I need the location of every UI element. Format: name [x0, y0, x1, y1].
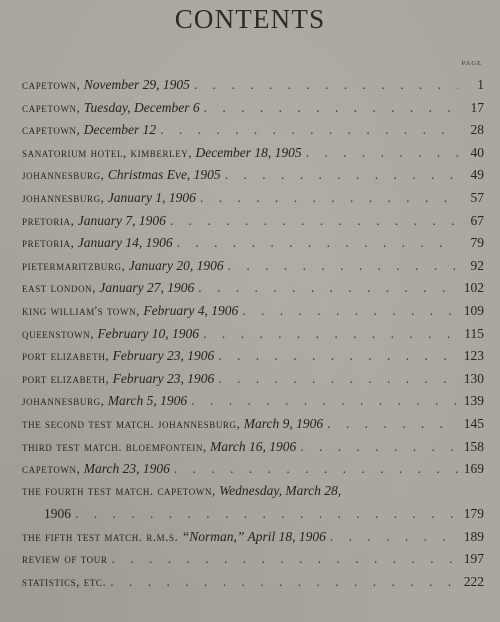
toc-entry[interactable]: [22, 210, 484, 233]
entry-date: March 5, 1906: [107, 393, 188, 409]
entry-date: March 9, 1906: [243, 415, 324, 431]
leader-dots: [177, 232, 458, 255]
entry-place: pretoria,: [22, 213, 75, 228]
entry-date: January 27, 1906: [99, 280, 195, 296]
entry-place: port elizabeth,: [22, 349, 110, 364]
entry-date: February 4, 1906: [143, 302, 239, 318]
entry-page-number: 139: [463, 393, 484, 409]
toc-entry-fourth-test[interactable]: [22, 481, 484, 501]
entry-page-number: 222: [463, 573, 484, 589]
entry-place: capetown,: [22, 78, 81, 92]
entry-page-number: 102: [463, 280, 484, 296]
entry-place: johannesburg,: [22, 394, 105, 409]
toc-entry[interactable]: [22, 187, 484, 210]
entry-date: Tuesday, December 6: [83, 99, 200, 115]
entry-page-number: 40: [470, 144, 484, 160]
entry-page-number: 67: [470, 212, 484, 228]
leader-dots: [170, 210, 458, 233]
leader-dots: [198, 277, 458, 300]
entry-date: January 14, 1906: [77, 235, 173, 251]
entry-page-number: 145: [463, 415, 484, 431]
toc-entry[interactable]: [22, 345, 484, 368]
leader-dots: [242, 300, 458, 323]
leader-dots: [204, 97, 458, 120]
entry-page-number: 79: [470, 235, 484, 251]
leader-dots: [111, 548, 458, 571]
entry-date: “Norman,” April 18, 1906: [181, 528, 326, 544]
leader-dots: [228, 255, 458, 278]
toc-entry[interactable]: [22, 232, 484, 255]
toc-entry-fifth-test[interactable]: [22, 526, 484, 549]
entry-page-number: 109: [463, 302, 484, 318]
entry-date: March 23, 1906: [83, 461, 170, 477]
entry-date: November 29, 1905: [83, 77, 190, 92]
entry-place: sanatorium hotel, kimberley,: [22, 145, 193, 160]
entry-page-number: 123: [463, 348, 484, 364]
entry-place: the fourth test match. capetown,: [22, 483, 216, 498]
leader-dots: [110, 571, 458, 594]
toc-entry-review[interactable]: [22, 548, 484, 571]
entry-place: pietermaritzburg,: [22, 258, 126, 273]
toc-entry[interactable]: [22, 458, 484, 481]
entry-place: capetown,: [22, 123, 81, 138]
leader-dots: [200, 187, 458, 210]
entry-date: Wednesday, March 28,: [219, 482, 342, 498]
leader-dots: [75, 501, 458, 526]
table-of-contents: [22, 74, 484, 593]
entry-page-number: 158: [463, 438, 484, 454]
toc-entry[interactable]: [22, 74, 484, 97]
toc-entry[interactable]: [22, 323, 484, 346]
entry-date: January 20, 1906: [128, 257, 224, 273]
entry-place: king william's town,: [22, 303, 140, 318]
toc-entry-statistics[interactable]: [22, 571, 484, 594]
toc-entry[interactable]: [22, 277, 484, 300]
entry-date: January 7, 1906: [77, 212, 166, 228]
entry-place: capetown,: [22, 462, 81, 477]
entry-place: third test match. bloemfontein,: [22, 439, 207, 454]
entry-date: February 23, 1906: [112, 348, 215, 364]
entry-page-number: 49: [470, 167, 484, 183]
entry-place: review of tour: [22, 552, 108, 567]
page-column-label: PAGE: [461, 60, 482, 67]
toc-entry[interactable]: [22, 436, 484, 459]
leader-dots: [330, 526, 458, 549]
entry-place: queenstown,: [22, 326, 95, 341]
entry-page-number: 92: [470, 257, 484, 273]
leader-dots: [191, 390, 458, 413]
entry-date: December 18, 1905: [195, 144, 302, 160]
entry-page-number: 197: [463, 551, 484, 567]
leader-dots: [174, 458, 458, 481]
leader-dots: [300, 436, 458, 459]
toc-entry[interactable]: [22, 390, 484, 413]
entry-page-number: 1: [477, 77, 484, 92]
entry-page-number: 115: [464, 325, 484, 341]
entry-page-number: 179: [463, 505, 484, 521]
entry-page-number: 57: [470, 189, 484, 205]
toc-entry-fourth-test-continued[interactable]: [22, 501, 484, 526]
entry-page-number: 17: [470, 99, 484, 115]
entry-date: January 1, 1906: [107, 189, 196, 205]
entry-page-number: 130: [463, 370, 484, 386]
entry-date-continued: 1906: [44, 505, 71, 521]
entry-date: Christmas Eve, 1905: [107, 167, 221, 183]
entry-place: the fifth test match. r.m.s.: [22, 529, 179, 544]
leader-dots: [194, 74, 458, 97]
entry-place: capetown,: [22, 100, 81, 115]
entry-place: johannesburg,: [22, 190, 105, 205]
entry-place: east london,: [22, 281, 96, 296]
toc-entry[interactable]: [22, 97, 484, 120]
toc-entry[interactable]: [22, 255, 484, 278]
toc-entry[interactable]: [22, 119, 484, 142]
entry-place: statistics, etc.: [22, 574, 107, 589]
entry-place: port elizabeth,: [22, 371, 110, 386]
leader-dots: [203, 323, 458, 346]
toc-entry[interactable]: [22, 300, 484, 323]
entry-page-number: 189: [463, 528, 484, 544]
entry-place: pretoria,: [22, 236, 75, 251]
toc-entry[interactable]: [22, 368, 484, 391]
entry-date: March 16, 1906: [210, 438, 297, 454]
contents-heading: CONTENTS: [174, 4, 326, 34]
entry-place: johannesburg,: [22, 168, 105, 183]
entry-page-number: 28: [470, 122, 484, 138]
entry-place: the second test match. johannesburg,: [22, 416, 241, 431]
leader-dots: [218, 368, 458, 391]
leader-dots: [218, 345, 458, 368]
leader-dots: [327, 413, 458, 436]
toc-entry[interactable]: [22, 142, 484, 165]
leader-dots: [160, 119, 458, 142]
leader-dots: [225, 164, 458, 187]
entry-page-number: 169: [463, 461, 484, 477]
toc-entry[interactable]: [22, 164, 484, 187]
leader-dots: [306, 142, 458, 165]
entry-date: February 10, 1906: [97, 325, 200, 341]
toc-entry[interactable]: [22, 413, 484, 436]
entry-date: December 12: [83, 122, 157, 138]
entry-date: February 23, 1906: [112, 370, 215, 386]
